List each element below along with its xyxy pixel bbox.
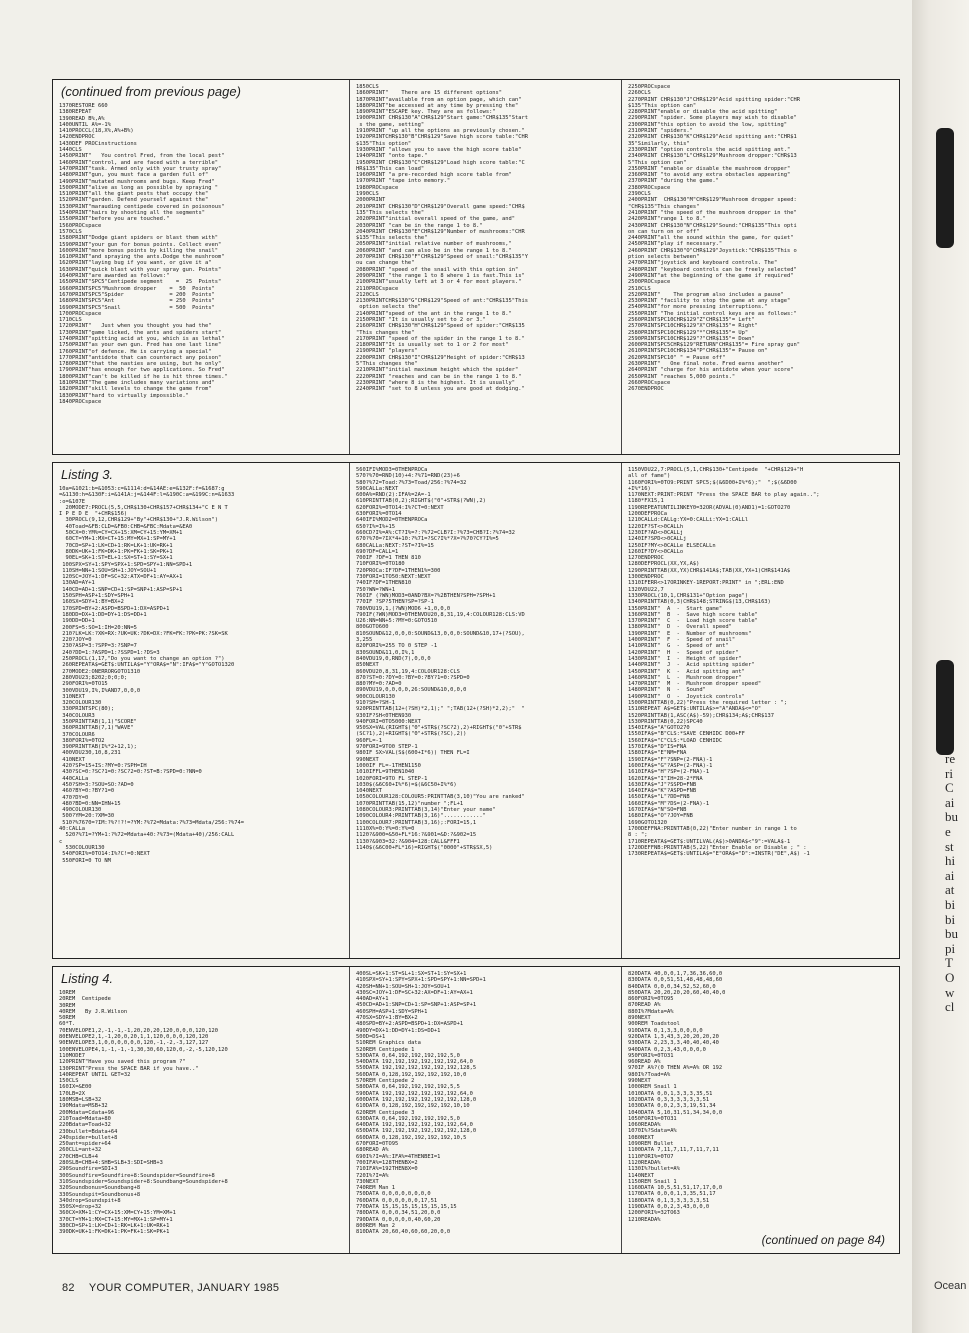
code-listing: 2250PROCspace 2260CLS 2270PRINT CHR$130"J"CHR$129"Acid spitting spider:"CHR $135"This option can" 2280PRINT"enable or disable the acid spitting" 2290PRINT "spider. Some players may wish to disable" 2300PRINT"this option to avoid the low, spitting" 2310PRINT "spiders." 2320PRINT CHR$130"K"CHR$129"Acid spitting ant:"CHR$1 35"Similarly, this" 2330PRINT "option controls the acid spitting ant." 2340PRINT CHR$130"L"CHR$129"Mushroom dropper:"CHR$13 5"This option can" 2350PRINT "enable or disable the mushroom dropper" 2360PRINT "to avoid any extra obstacles appearing" 2370PRINT "during the game." 2380PROCspace 2390CLS 2400PRINT CHR$130"M"CHR$129"Mushroom dropper speed: "CHR$135"This changes" 2410PRINT "the speed of the mushroom dropper in the" 2420PRINT"range 1 to 8." 2430PRINT CHR$130"N"CHR$129"Sound:"CHR$135"This opti on can turn on or off" 2440PRINT"all the sound within the game, for quiet" 2450PRINT"play if necessary." 2460PRINT CHR$130"O"CHR$129"Joystick:"CHR$135"This o ption selects between" 2470PRINT"joystick and keyboard controls. The" 2480PRINT "keyboard controls can be freely selected" 2490PRINT"at the beginning of the game if required" 2500PROCspace 2510CLS 2520PRINT" The program also includes a pause" 2530PRINT "facility to stop the game at any stage" 2540PRINT"for more pressing interruptions." 2550PRINT "The initial control keys are as follows:" 2560PRINTSPC10CHR$129"Z"CHR$135"= Left" 2570PRINTSPC10CHR$129"X"CHR$135"= Right" 2580PRINTSPC10CHR$129"*"CHR$135"= Up" 2590PRINTSPC10CHR$129"?"CHR$135"= Down" 2600PRINTSPC5CHR$129"RETURN"CHR$135"= Fire spray gun" 2610PRINTSPC10CHR$134"P"CHR$135"= Pause on" 2620PRINTSPC10" " = Pause off" 2630PRINT" One final note. Fred earns another" 2640PRINT "charge for his antidote when your score" 2650PRINT "reaches 5,000 points." 2660PROCspace 2670ENDPROC	[628, 84, 801, 393]
page-footer	[62, 1282, 279, 1294]
code-column	[53, 967, 350, 1253]
code-column	[350, 967, 622, 1253]
code-column	[622, 80, 899, 454]
code-column	[53, 463, 350, 958]
code-column	[622, 463, 899, 958]
binding-shadow	[936, 660, 954, 755]
code-listing: 820DATA 40,0,0,1,7,36,36,60,0 830DATA 0,0,51,51,48,48,48,60 840DATA 0,0,0,34,52,52,60,0 850DATA 20,20,20,20,60,40,40,0 860FORI%=0TO95 870READ A% 880I%?Mdata=A% 890NEXT 900REM Toadstool 910DATA 0,1,3,3,0,0,0,0 920DATA 1,3,43,3,20,20,20,20 930DATA 2,23,3,3,40,40,40,40 940DATA 0,2,3,43,0,0,0,0 950FORI%=0TO31 960READ A% 970IF A%?(0 THEN A%=A% OR 192 980I%?Toad=A% 990NEXT 1000REM Snail 1 1010DATA 0,0,1,3,3,3,35,51 1020DATA 0,3,3,3,3,3,3,51 1030DATA 0,0,2,3,3,19,51,34 1040DATA 5,10,31,51,34,34,0,0 1050FORI%=0TO31 1060READA% 1070I%?Sdata=A% 1080NEXT 1090REM Bullet 1100DATA 7,11,7,11,7,11,7,11 1110FORI%=0TO7 1120READA% 1130I%?bullet=A% 1140NEXT 1150REM Snail 1 1160DATA 10,5,51,51,17,17,0,0 1170DATA 0,0,0,1,3,35,51,17 1180DATA 0,1,3,3,3,3,3,51 1190DATA 0,0,2,3,43,0,0,0 1200FORI%=32TO63 1210READA%	[628, 971, 726, 1223]
code-column	[622, 967, 899, 1253]
continued-note: (continued on page 84)	[761, 1233, 885, 1247]
code-column	[350, 463, 622, 958]
code-listing: 1150VDU22,7:PROCL(5,1,CHR$130+"Centipede "+CHR$129+"H all of fame") 1160FORI%=0TO9:PRINT SPC5;$(&6D00+I%*6);" ";$(&6D00 +I%*16) 1170NEXT:PRINT:PRINT "Press the SPACE BAR to play again.."; 1180*FX15,1 1190REPEATUNTILINKEY0=32OR(ADVAL(0)AND1)=1:GOTO270 1200DEFPROCa 1210CALLd:CALLg:YX=0:CALLi:YX=1:CALLl 1220IF?ST<>0CALLh 1230IF?AD<>0CALLj 1240IF?SPD<>0CALLj 1250IF?MY<>0CALLe ELSECALLn 1260IF?DY<>0CALLo 1270ENDPROC 1280DEFPROCL(XX,YX,A$) 1290PRINTTAB(XX,YX)CHR$141A$;TAB(XX,YX+1)CHR$141A$ 1300ENDPROC 1310IFERR<>17ORINKEY-1REPORT:PRINT" in ";ERL:END 1320VDU22,7 1330PROCL(10,1,CHR$131+"Option page") 1340PRINTTAB(0,3)CHR$148;STRING$(13,CHR$163) 1350PRINT" A - Start game" 1360PRINT" B - Save high score table" 1370PRINT" C - Load high score table" 1380PRINT" D - Overall speed" 1390PRINT" E - Number of mushrooms" 1400PRINT" F - Speed of snail" 1410PRINT" G - Speed of ant" 1420PRINT" H - Speed of spider" 1430PRINT" I - Height of spider" 1440PRINT" J - Acid spitting spider" 1450PRINT" K - Acid spitting ant" 1460PRINT" L - Mushroom dropper" 1470PRINT" M - Mushroom dropper speed" 1480PRINT" N - Sound" 1490PRINT" O - Joystick controls" 1500PRINTTAB(0,22)"Press the required letter : "; 1510REPEAT A$=GET$:UNTILA$>="A"ANDA$<="O" 1520PRINTTAB(1,ASC(A$)-59);CHR$134;A$;CHR$137 1530PRINTTAB(0,22)SPC40 1540IFA$="A"GOTO270 1550IFA$="B"CLS:*SAVE CENHIDC D00+FF 1560IFA$="C"CLS:*LOAD CENHIDC 1570IFA$="D"IS=FNA 1580IFA$="E"NM=FNA 1590IFA$="F"?SNP=(2-FNA)-1 1600IFA$="G"?ASP=(2-FNA)-1 1610IFA$="H"?SP=(2-FNA)-1 1620IFA$="I"IH=28-2*FNA 1630IFA$="J"?SSPD=FNB 1640IFA$="K"?ASPD=FNB 1650IFA$="L"?DD=FNB 1660IFA$="M"?DS=(2-FNA)-1 1670IFA$="N"SO=FNB 1680IFA$="O"?JOY=FNB 1690GOTO1320 1700DEFFNA:PRINTTAB(0,22)"Enter number in range 1 to 8 : "; 1710REPEATA$=GET$:UNTILVAL(A$)>0ANDA$<"9":=VALA$-1 1720DEFFNB:PRINTTAB(5,22)"Enter Enable or Disable ; " : 1730REPEATA$=GET$:UNTILA$="E"ORA$="D":=INSTR("DE",A$) -1	[628, 467, 820, 858]
binding-shadow	[936, 128, 954, 248]
listing-continued-section	[52, 79, 900, 455]
code-column	[53, 80, 350, 454]
code-listing: 560IFI%MOD3=0THENPROCa 570?%70=RND(10)+4:?%71=RND(23)+6 580?%72=Toad:?%73=Toad/256:?%74=32 590CALLa:NEXT 600A%=RND(2):IFA%=2A=-1 610PRINTTAB(0,2);RIGHT$("0"+STR$(?WN),2) 620FORI%=0TO14:I%?CT=0:NEXT 630FORI%=0TO14 640IFI%MOD2=0THENPROCa 650?I%=I%+15 660CD?I%=A%:CT?I%=?:?%72=CLB?I:?%73=CHB?I:?%74=32 670?%70=?IX*4+10:?%71=?SC?I%*?X=?%70?CY?I%=5 680CALLa:NEXT:?ST=?I%=15 690?DF=CALL=1 700IF ?DF=1 THEN 810 710FORI%=0TO180 720PROCa:IF?DF=1THEN1%=300 730FORI=1TO50:NEXT:NEXT 740IF?DF=1THEN810 750?WN=?WN+1 760IF (?WN)MOD3=0AND?BX=?%2BTHEN?SPH=?SPH+1 770IF ?SP?5THEN?SP=?SP-1 780VDU19,1,(?WN)MOD6 +1,0,0,0 790IF(?WN)MOD3=0THENVDU20,8,31,19,4:COLOUR128:CLS:VD U26:NN=NN+5:?MY=0:GOTO510 800GOTO600 810SOUND&12,0,0,0:SOUND&13,0,0,0:SOUND&10,17+(?SOU), 3,255 820FORI%=255 TO 0 STEP -1 830SOUND&11,0,I%,1 840VDU19,0,RND(7),0,0,0 850NEXT 860VDU20,8,31,19,4:COLOUR128:CLS 870?ST=0:?DY=0:?BY=0:?BY?1=0:?SPD=0 880?MY=0:?AD=0 890VDU19,0,0,0,0,26:SOUND&10,0,0,0 900COLOUR130 910?SH=?SH-1 920PRINTTAB(12+(?SH)*2,1);" ";TAB(12+(?SH)*2,2);" " 930IF?SH<0THEN930 940FORI=0TO5000:NEXT 950SX=VAL(RIGHT$("0"+STR$(?SC?2),2)+RIGHT$("0"+STR$ (SC?1),2)+RIGHT$("0"+STR$(?SC),2)) 960FL=-1 970FORI=9TO0 STEP-1 980IF SX>VAL(S$(600+I*6)) THEN FL=I 990NEXT 1000IF FL=-1THEN1150 1010IFFL=9THEN1040 1020FORI=9TO FL STEP-1 1030$(&6C60+I%*6)=$(&6C50+I%*6) 1040NEXT 1050COLOUR128:COLOUR5:PRINTTAB(3,10)"You are ranked" 1070PRINTTAB(15,12)"number ";FL+1 1080COLOUR3:PRINTTAB(3,14)"Enter your name" 1090COLOUR4:PRINTTAB(3,16)"............" 1100COLOUR7:PRINTTAB(3,16);:FORI=15,1 1110X%=0:Y%=0:Y%=0 1120?&900=&50+FL*16:?&901=&D:?&902=15 1130?&903=32:?&904=128:CALL&FFF1 1140$(&6C00+FL*16)=RIGHT$("0000"+STR$SX,5)	[356, 467, 525, 851]
code-column	[350, 80, 622, 454]
code-listing: 10REM 20REM Centipede 30REM 40REM By J.R.Wilson 50REM 60*T. 70ENVELOPE1,2,-1,-1,-1,20,20,20,120,0,0,0,120,120 80ENVELOPE2,1,-1,20,0,20,1,1,120,0,0,0,120,120 90ENVELOPE3,1,0,0,0,0,0,0,120,-1,-2,-3,127,127 100ENVELOPE4,1,-1,-1,-1,30,30,60,120,0,-2,-5,120,120 110MODE7 120PRINT"Have you saved this program ?" 130PRINT"Press the SPACE BAR if you have.." 140REPEAT UNTIL GET=32 150CLS 160IX=&E00 170LB=2X 180MSB=LSB+32 190Mdata=MSB+32 200Mdata=Cdata+96 210Toad=Mdata+80 220Bdata=Toad+32 230bullet=Bdata+64 240spider=bullet+8 250ant=spider+64 260CLL=ant+32 270CHB=CLB+4 280SLB=CHB+4:SHB=SLB+3:SDI=SHB+3 290Soundfire=SDI+3 300Soundfire=Soundfire+8:Soundspider=Soundfire+8 310Soundspider=Soundspider+8:Soundbang=Soundspider+8 320Soundbonus=Soundbang+8 330Soundspit=Soundbonus+8 340drop=Soundspit+8 350SX=drop+32 360CX=XM+1:CY=CX+15:XM=CY+15:YM=XM+1 370CT=YM+1:MX=CT+15:MY=MX+1:SP=MY+1 380CD=SP+1:LK=CD+1:RK=LK+1:UK=RK+1 390DK=UK+1:FK=DK+1:PK=FK+1:SK=PK+1	[59, 990, 228, 1236]
listing-3-body	[52, 462, 900, 959]
section-heading: Listing 4.	[61, 971, 114, 986]
section-heading: (continued from previous page)	[61, 84, 241, 99]
code-listing: 400SL=SK+1:ST=SL+1:SX=ST+1:SY=SX+1 410SPX=SY+1:SPY=SPX+1:SPD=SPY+1:NN=SPD+1 420SH=NN+1:SOU=SH+1:JOY=SOU+1 430SC=JOY+1:DF=SC+32:AX=DF+1:AY=AX+1 440AD=AY+1 450CD=AD+1:SNP=CD+1:SP=SNP+1:ASP=SP+1 460SPH=ASP+1:SDY=SPH+1 470SX=SDY+1:BY=BX+2 480SPD=BY+2:ASPD=BSPD+1:DX=ASPD+1 490DY=DX+1:DD=DY+1:DS=DD+1 500D=DS+1 510REM Graphics data 520REM Centipede 1 530DATA 0,64,192,192,192,192,5,0 540DATA 192,192,192,192,192,192,64,0 550DATA 192,192,192,192,192,192,128,5 560DATA 0,128,192,192,192,192,10,0 570REM Centipede 2 580DATA 0,64,192,192,192,192,5,5 590DATA 192,192,192,192,192,192,64,0 600DATA 192,192,192,192,192,192,128,0 610DATA 0,128,192,192,192,192,10,10 620REM Centipede 3 630DATA 0,64,192,192,192,192,5,0 640DATA 192,192,192,192,192,192,64,0 650DATA 192,192,192,192,192,192,128,0 660DATA 0,128,192,192,192,192,10,5 670FORI=0TO95 680READ A% 690I%?I=A%:IFA%=4THENBEI=1 700IFA%=128THENBX=2 710IFA%=192THEN8X=0 720I%?I=A% 730NEXT 740REM Man 1 750DATA 0,0,0,0,0,0,0,0 760DATA 0,0,0,0,0,0,17,51 770DATA 15,15,15,15,15,15,15,15 780DATA 0,0,0,34,51,20,0,0 790DATA 0,0,0,0,0,40,60,20 800REM Man 2 810DATA 20,60,40,60,60,20,0,0	[356, 971, 486, 1236]
code-listing: 1370RESTORE 660 1380REPEAT 1390READ B%,A% 1400UNTIL A%=-1% 1410PROCCL(18,X%,A%+B%) 1420ENDPROC 1430DEF PROCinstructions 1440CLS 1450PRINT" You control Fred, from the local pest" 1460PRINT"control, and are faced with a terrible" 1470PRINT"task. Armed only with your trusty spray" 1480PRINT"gun, you must face a garden full of" 1490PRINT"mutated mushrooms and bugs. Keep Fred" 1500PRINT"alive as long as possible by spraying " 1510PRINT"all the giant pests that occupy the" 1520PRINT"garden. Defend yourself against the" 1530PRINT"marauding centipede covered in poisonous" 1540PRINT"hairs by shooting all the segments" 1550PRINT"before you are touched." 1560PROCspace 1570CLS 1580PRINT"Dodge giant spiders or blast them with" 1590PRINT"your gun for bonus points. Collect even" 1600PRINT"more bonus points by killing the snail" 1610PRINT"and spraying the ants.Dodge the mushroom" 1620PRINT"laying bug if you want, or give it a" 1630PRINT"quick blast with your spray gun. Points" 1640PRINT"are awarded as follows:" 1650PRINT"SPC5"Centipede segment = 25 Points" 1660PRINTSPC5"Mushroom dropper = 50 Points" 1670PRINTSPC5"Spider = 200 Points" 1680PRINTSPC5"Ant = 250 Points" 1690PRINTSPC5"Snail = 500 Points" 1700PROCspace 1710CLS 1720PRINT" Just when you thought you had the" 1730PRINT"game licked, the ants and spiders start" 1740PRINT"spitting acid at you, which is as lethal" 1750PRINT"as your own gun. Fred has one last line" 1760PRINT"of defence. He is carrying a special" 1770PRINT"antidote that can counteract any poison" 1780PRINT"that the nasties are using, but he only" 1790PRINT"has enough for two applications. So Fred" 1800PRINT"can't be killed if he is hit three times." 1810PRINT"The game includes many variations and" 1820PRINT"skill levels to change the game from" 1830PRINT"hard to virtually impossible." 1840PROCspace	[59, 103, 228, 405]
code-listing: 1850CLS 1860PRINT" There are 15 different options" 1870PRINT"available from an option page, which can" 1880PRINT"be accessed at any time by pressing the" 1890PRINT"ESCAPE key. They are as follows:" 1900PRINT CHR$130"A"CHR$129"Start game:"CHR$135"Start s the game, setting" 1910PRINT "up all the options as previously chosen." 1920PRINTCHR$130"B"CHR$129"Save high score table:"CHR $135"This option" 1930PRINT "allows you to save the high score table" 1940PRINT "onto tape." 1950PRINT CHR$130"C"CHR$129"Load high score table:"C HR$135"This can load" 1960PRINT "a pre-recorded high score table from" 1970PRINT "tape into memory." 1980PROCspace 1990CLS 2000PRINT 2010PRINT CHR$130"D"CHR$129"Overall game speed:"CHR$ 135"This selects the" 2020PRINT"initial overall speed of the game, and" 2030PRINT "can be in the range 1 to 8." 2040PRINT CHR$130"E"CHR$129"Number of mushrooms:"CHR $135"This selects the" 2050PRINT"initial relative number of mushrooms," 2060PRINT "and can also be in the range 1 to 8." 2070PRINT CHR$130"F"CHR$129"Speed of snail:"CHR$135"Y ou can change the" 2080PRINT "speed of the snail with this option in" 2090PRINT "the range 1 to 8 where 1 is fast.This is" 2100PRINT"usually left at 3 or 4 for most players." 2110PROCspace 2120CLS 2130PRINTCHR$130"G"CHR$129"Speed of ant:"CHR$135"This option selects the" 2140PRINT"speed of the ant in the range 1 to 8." 2150PRINT "It is usually set to 2 or 3." 2160PRINT CHR$130"H"CHR$129"Speed of spider:"CHR$135 "This changes the" 2170PRINT "speed of the spider in the range 1 to 8." 2180PRINT"It is usually set to 1 or 2 for most" 2190PRINT "players" 2200PRINT CHR$130"I"CHR$129"Height of spider:"CHR$13 5"This changes the" 2210PRINT"initial maximum height which the spider" 2220PRINT "reaches and can be in the range 1 to 8." 2230PRINT "where 8 is the highest. It is usually" 2240PRINT "set to 8 unless you are good at dodging."	[356, 84, 529, 393]
listing-4-section	[52, 966, 900, 1254]
code-listing: 10a=&1021:b=&1053:c=&1114:d=&14AE:e=&132F:f=&1687:g =&1130:h=&130F:i=&141A:j=&144F:l=&190C:a=&199C:n=&1633 :o=&107E 20MODE7:PROCL(5,5,CHR$130+CHR$157+CHR$134+"C E N T I P E D E "+CHR$156) 30PROCL(9,12,CHR$129+"By"+CHR$130+"J.R.Wilson") 40Toad=&FB:CLD=&FB0:CHB=&FBC:Mdata=&EA0 50CX=0:YM%=CY=CX+15:XM=CY+15:YM=XM+1 60CT=YM+1:MX=CT+15:MY=MX+1:SP=MY+1 70CD=SP+1:LK=CD+1:RK=LK+1:UK=RK+1 80DK=UK+1:FK=DK+1:PK=FK+1:SK=PK+1 90EL=SK+1:ST=EL+1:SX=ST+1:SY=SX+1 100SPX=SY+1:SPY=SPX+1:SPD=SPY+1:NN=SPD+1 110SH=NN+1:SOU=SH+1:JOY=SOU+1 120SC=JOY+1:DF=SC+32:ATX=DF+1:AY=AX+1 130AD=AY+1 140CD=AD+1:SNP=CD+1:SP=SNP+1:ASP=SP+1 150SPH=ASP+1:SDY=SPH+1 160SX=SDY+1:BY=BX+2 170SPD=BY+2:ASPD=BSPD+1:DX=ASPD+1 180DD=DX+1:DD=DY+1:DS=DD+1 190DD=DD+1 200FS=5:SO=1:IH=20:NN=5 210?LK=LK:?XK=RX:?UK=UK:?DK=DX:?FK=FK:?PK=PK:?SK=SK 220?JOY=0 230?ASP=3:?SPP=3:?SNP=7 240?DD=1:?ASPD=1:?SSPD=1:?DS=3 250PROCL(1,17,"Do you want to change an option ?") 260REPEATA$=GET$:UNTILA$="Y"ORA$="N":IFA$="Y"GOTO1320 270MODE2:ONERRORGOTO1310 280VDU23;8202;0;0;0; 290FORI%=0TO15 300VDU19,I%,I%AND7,0,0,0 310NEXT 320COLOUR130 330PRINTSPC(80); 340COLOUR3 350PRINTTAB(1,1)"SCORE" 360PRINTTAB(7,1)"WAVE" 370COLOUR6 380FORI%=0TO2 390PRINTTAB(I%*2+12,1); 400VDU230,10,8,231 410NEXT 420?SP=15+IS:?MY=0:?SPH=IH 430?SC=0:?SC?1=0:?SC?2=0:?ST=B:?SPD=0:?NN=0 440CALLa 450?SH=3:?SOU=SO:?AD=0 460?BY=0:?BY?1=0 470?DY=0 480?BD=0:NN=IHN+15 490COLOUR130 500?YM=20:?XM=30 510?%7670=?IM:?%?!?!=?YM:?%72=Mdata:?%73=Mdata/256:?%74= 40:CALLa 520?%71=?YM+1:?%72=Mdata+40:?%73=(Mdata+40)/256:CALL c 530COLOUR130 540FORI%=0TO14:I%?C!=0:NEXT 550FORI=0 TO NM	[59, 486, 244, 864]
page-number: 82	[62, 1282, 75, 1294]
magazine-issue: YOUR COMPUTER, JANUARY 1985	[88, 1282, 280, 1294]
adjacent-page-footer: Ocean	[934, 1280, 967, 1292]
adjacent-page-text: re ri C ai bu e st hi ai at bi bi bu pi T O w cl	[945, 752, 958, 1015]
listing-3-title: Listing 3.	[61, 467, 114, 482]
